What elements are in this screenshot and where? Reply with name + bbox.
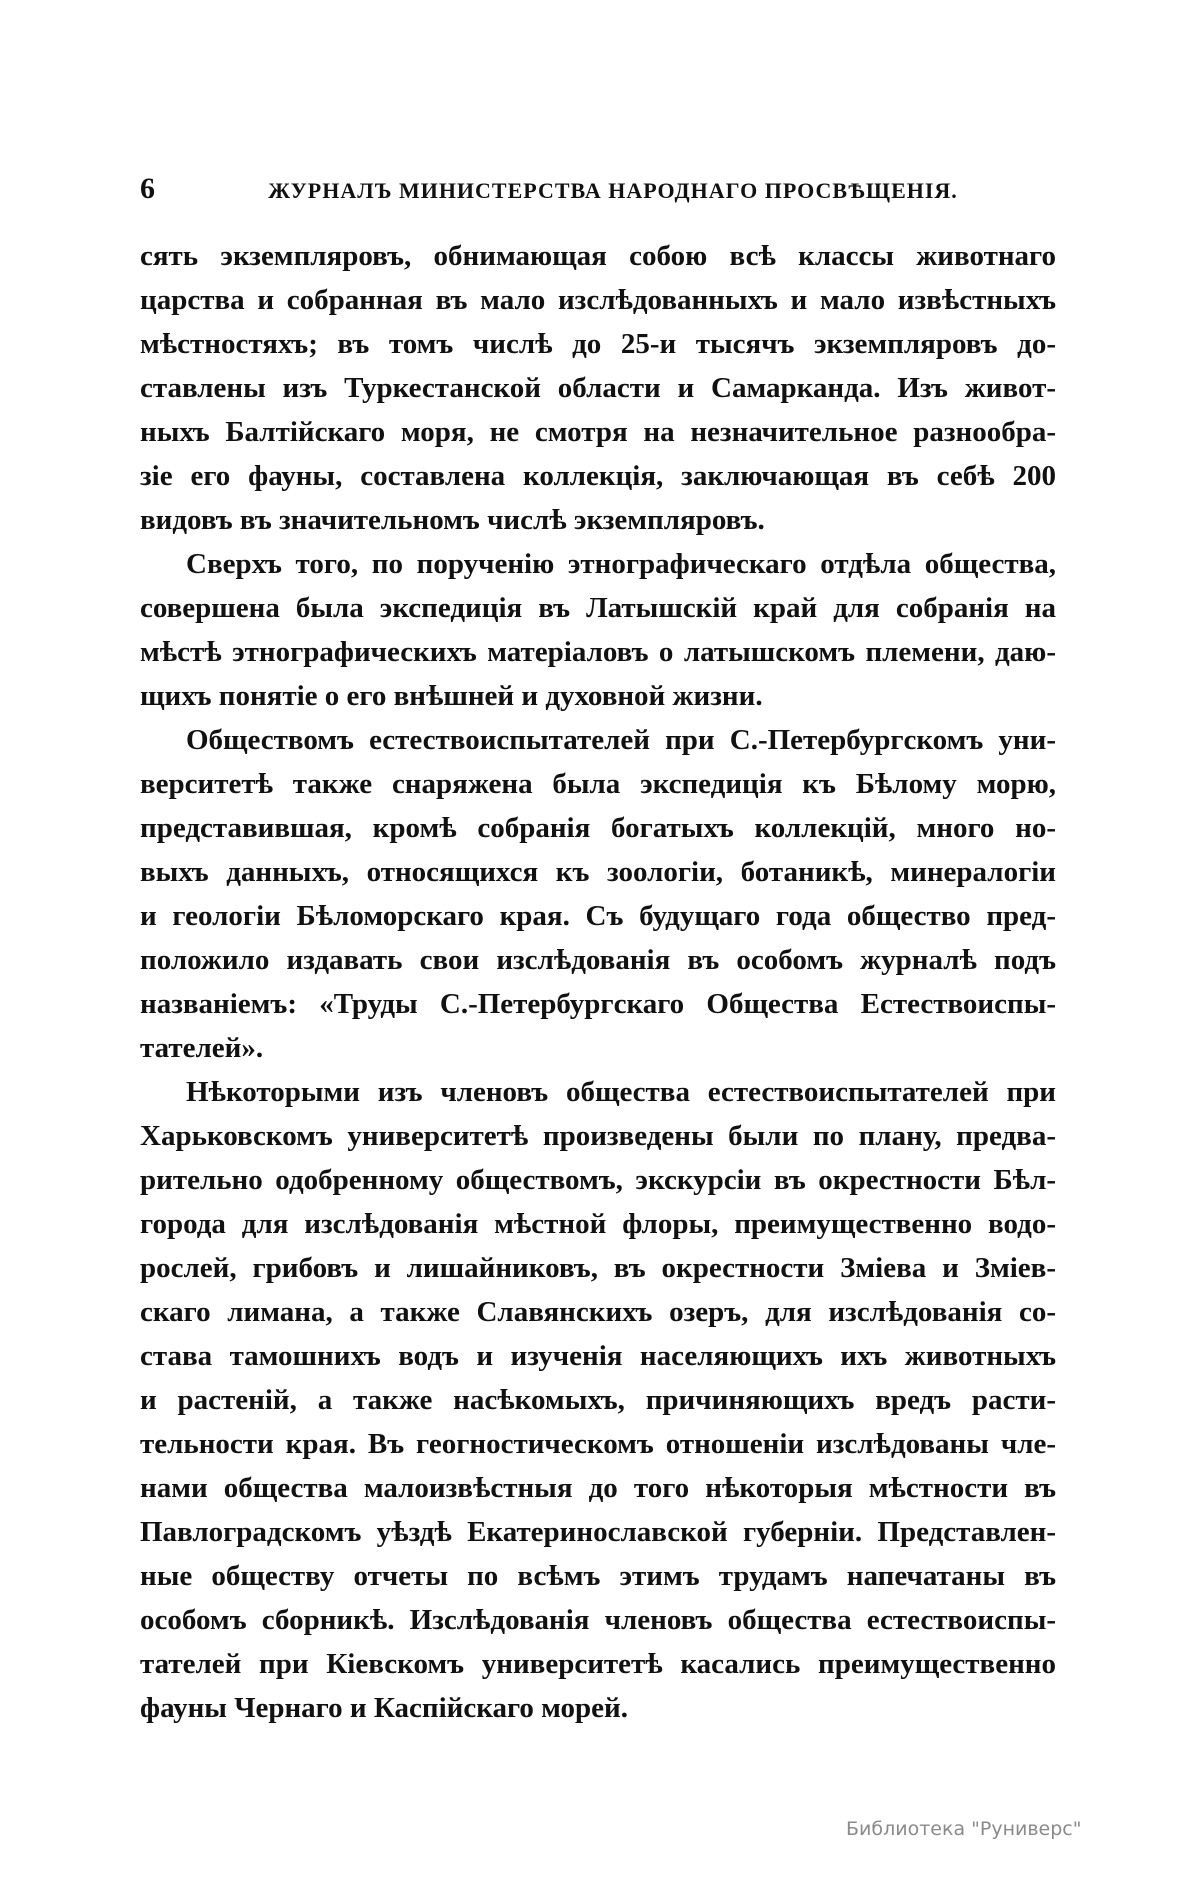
text-line: мѣстностяхъ; въ томъ числѣ до 25-и тысячъ экземпляровъ до- xyxy=(140,328,1056,360)
text-line: Павлоградскомъ уѣздѣ Екатеринославской губерніи. Представлен- xyxy=(140,1516,1056,1548)
page-number: 6 xyxy=(140,172,155,205)
text-line: Сверхъ того, по порученію этнографическаго отдѣла общества, xyxy=(186,548,1056,580)
text-line: зіе его фауны, составлена коллекція, заключающая въ себѣ 200 xyxy=(140,460,1056,492)
paragraph xyxy=(140,1070,1056,1730)
text-line: города для изслѣдованія мѣстной флоры, преимущественно водо- xyxy=(140,1208,1056,1240)
text-line: и геологіи Бѣломорскаго края. Съ будущаго года общество пред- xyxy=(140,900,1056,932)
text-line: тателей при Кіевскомъ университетѣ касались преимущественно xyxy=(140,1648,1056,1680)
running-title: ЖУРНАЛЪ МИНИСТЕРСТВА НАРОДНАГО ПРОСВѢЩЕНІЯ. xyxy=(268,178,958,203)
text-line: верситетѣ также снаряжена была экспедиція къ Бѣлому морю, xyxy=(140,768,1056,800)
text-line: става тамошнихъ водъ и изученія населяющихъ ихъ животныхъ xyxy=(140,1340,1056,1372)
text-line: ставлены изъ Туркестанской области и Самарканда. Изъ живот- xyxy=(140,372,1056,404)
text-line: рослей, грибовъ и лишайниковъ, въ окрестности Зміева и Зміев- xyxy=(140,1252,1056,1284)
text-line: скаго лимана, а также Славянскихъ озеръ, для изслѣдованія со- xyxy=(140,1296,1056,1328)
text-line: представившая, кромѣ собранія богатыхъ коллекцій, много но- xyxy=(140,812,1056,844)
text-line: Обществомъ естествоиспытателей при С.-Петербургскомъ уни- xyxy=(186,724,1056,756)
paragraph xyxy=(140,542,1056,718)
library-watermark: Библиотека "Руниверс" xyxy=(846,1818,1082,1840)
text-line: сять экземпляровъ, обнимающая собою всѣ классы животнаго xyxy=(140,240,1056,272)
text-line: видовъ въ значительномъ числѣ экземпляровъ. xyxy=(140,504,765,536)
text-line: Харьковскомъ университетѣ произведены были по плану, предва- xyxy=(140,1120,1056,1152)
text-line: и растеній, а также насѣкомыхъ, причиняющихъ вредъ расти- xyxy=(140,1384,1056,1416)
text-line: тателей». xyxy=(140,1032,264,1064)
text-line: щихъ понятіе о его внѣшней и духовной жизни. xyxy=(140,680,763,712)
text-line: нами общества малоизвѣстныя до того нѣкоторыя мѣстности въ xyxy=(140,1472,1056,1504)
text-line: положило издавать свои изслѣдованія въ особомъ журналѣ подъ xyxy=(140,944,1056,976)
text-line: мѣстѣ этнографическихъ матеріаловъ о латышскомъ племени, даю- xyxy=(140,636,1056,668)
text-line: совершена была экспедиція въ Латышскій край для собранія на xyxy=(140,592,1056,624)
text-line: царства и собранная въ мало изслѣдованныхъ и мало извѣстныхъ xyxy=(140,284,1056,316)
paragraph xyxy=(140,718,1056,1070)
text-line: фауны Чернаго и Каспійскаго морей. xyxy=(140,1692,629,1724)
text-line: ные обществу отчеты по всѣмъ этимъ трудамъ напечатаны въ xyxy=(140,1560,1056,1592)
text-line: названіемъ: «Труды С.-Петербургскаго Общества Естествоиспы- xyxy=(140,988,1056,1020)
text-line: тельности края. Въ геогностическомъ отношеніи изслѣдованы чле- xyxy=(140,1428,1056,1460)
text-line: Нѣкоторыми изъ членовъ общества естествоиспытателей при xyxy=(186,1076,1056,1108)
page-header xyxy=(140,172,1056,208)
body-text xyxy=(140,234,1056,1730)
paragraph xyxy=(140,234,1056,542)
text-line: рительно одобренному обществомъ, экскурсіи въ окрестности Бѣл- xyxy=(140,1164,1056,1196)
text-line: выхъ данныхъ, относящихся къ зоологіи, ботаникѣ, минералогіи xyxy=(140,856,1056,888)
text-line: ныхъ Балтійскаго моря, не смотря на незначительное разнообра- xyxy=(140,416,1056,448)
text-line: особомъ сборникѣ. Изслѣдованія членовъ общества естествоиспы- xyxy=(140,1604,1056,1636)
